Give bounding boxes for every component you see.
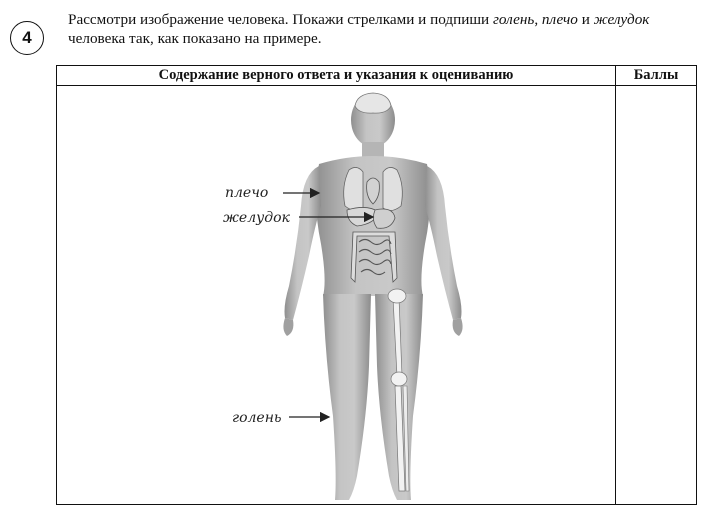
body-silhouette: [283, 93, 462, 500]
grading-table: [56, 65, 697, 505]
task-number-badge: 4: [10, 21, 44, 55]
separator: ,: [534, 11, 542, 28]
header-content: Содержание верного ответа и указания к оцениванию: [57, 66, 616, 86]
table-header-row: [57, 66, 697, 86]
annotation-shin: [232, 410, 329, 426]
brain-icon: [355, 93, 391, 113]
instruction-text: Рассмотри изображение человека. Покажи стрелками и подпиши: [68, 11, 493, 28]
instruction-text-line2: человека так, как показано на примере.: [68, 30, 322, 47]
label-shoulder: плечо: [225, 185, 269, 201]
points-cell: [616, 86, 697, 505]
term-stomach: желудок: [593, 11, 650, 28]
task-instruction: [68, 10, 698, 48]
term-shoulder: плечо: [541, 11, 578, 28]
label-shin: голень: [232, 410, 282, 426]
human-body-illustration: [57, 86, 616, 506]
separator: и: [577, 11, 594, 28]
figure-cell: [57, 86, 616, 505]
term-shin: голень: [492, 11, 535, 28]
table-row: [57, 86, 697, 505]
label-stomach: желудок: [223, 210, 290, 226]
header-points: Баллы: [616, 66, 697, 86]
